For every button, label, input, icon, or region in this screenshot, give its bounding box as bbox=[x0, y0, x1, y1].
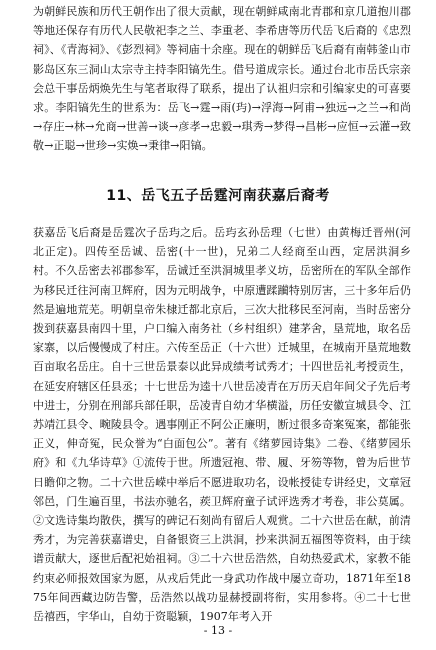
page-number: - 13 - bbox=[203, 624, 233, 637]
section-heading: 11、岳飞五子岳霆河南获嘉后裔考 bbox=[106, 188, 330, 204]
continuation-paragraph: 为朝鲜民族和历代王朝作出了很大贡献，现在朝鲜咸南北青郡和京几道抱川郡等地还保存有历代人民敬祀李之兰、李重老、李希唐等历代岳飞后裔的《忠烈祠》、《青海祠》、《彭烈祠》等祠庙十余座。现在的朝鲜岳飞后裔有南韩釜山市影岛区东三洞山太宗寺主持李阳镐先生。借号道成宗长。通过台北市岳氏宗亲会总干事岳炳焕先生与笔者取得了联系，提出了认祖归宗和引编家史的可喜要求。李阳镐先生的世系为：岳飞→霆→雨(玙)→浮海→阿甫→独远→之兰→和尚→存庄→林→允商→世善→谈→彦孝→忠毅→琪秀→梦得→昌彬→应恒→云灌→致敬→正聪→世珍→实焕→秉律→阳镐。 bbox=[33, 5, 411, 153]
body-paragraph: 获嘉岳飞后裔是岳霆次子岳玙之后。岳玙玄孙岳理（七世）由黄梅迁晋州(河北正定)。四传至岳诚、岳密(十一世)，兄弟二人经商至山西，定居洪洞乡村。不久岳密去祁郡参军，岳诚迁至洪洞城里孝义坊，岳密所在的军队全部作为移民迁往河南卫辉府，因为元明战争，中原遭蹂躏特别厉害，三十多年后仍然是遍地荒芜。明朝皇帝朱棣迁都北京后，三次大批移民至河南，当时岳密分拨到获嘉县南四十里，户口编入南务社（乡村组织）建茅舍，垦荒地，取名岳家寨，以后慢慢成了村庄。六传至岳正（十六世）迁城里，在城南开垦荒地数百亩取名岳庄。自十三世岳景泰以此异成绩考试秀才；十四世岳礼考授贡生，在延安府辖区任县丞；十七世岳为逵十八世岳凌青在万历天启年间父子先后考中进士，分别在刑部兵部任职，岳凌青自幼才华横溢，历任安徽宣城县令、江苏靖江县令、畹陵县令。遇事刚正不阿公正廉明，断过很多奇案冤案，都能张正义，伸奇冤，民众誉为“白面包公”。著有《绪萝园诗集》二卷、《绪萝园乐府》和《九华诗草》①流传于世。所遗冠袍、带、履、牙笏等物，曾为后世节日瞻仰之物。二十六世岳嵘中举后不愿进取功名，设帐授徒专讲经史，文章冠邻邑，门生遍百里，书法亦驰名，蒺卫辉府童子试评选秀才考卷，非公莫属。②文选诗集均散佚，撰写的碑记石刻尚有留后人观赏。二十六世岳在献，前清秀才，为完善获嘉谱史，自备银资三上洪洞，抄来洪洞五福图等资料，由于续谱贡献大，逐世后配祀始祖祠。③二十六世岳浩然，自幼热爱武术，家教不能约束必师报效国家为愿，从戎后凭此一身武功作战中屡立奇功，1871年至1875年间西藏边防告警，岳浩然以战功显赫授副将衔，实用参将。④二十七世岳禧西，宇华山，自幼于资聪颖，1907年考入开 bbox=[33, 226, 411, 623]
